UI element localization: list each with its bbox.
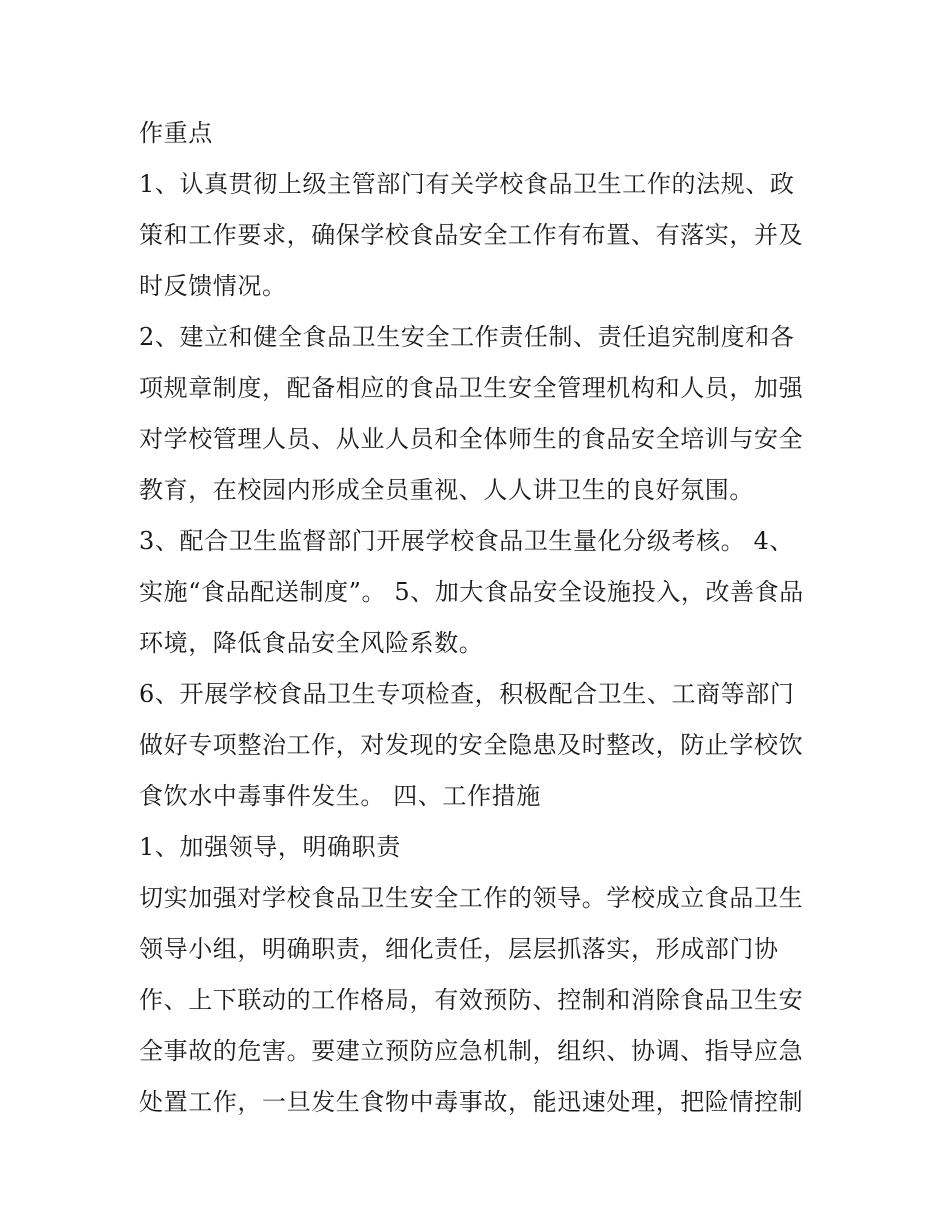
text-line: 对学校管理人员、从业人员和全体师生的食品安全培训与安全: [139, 425, 804, 453]
text-line: 领导小组，明确职责，细化责任，层层抓落实，形成部门协: [139, 935, 779, 963]
text-line: 教育，在校园内形成全员重视、人人讲卫生的良好氛围。: [139, 476, 754, 504]
text-line: 作、上下联动的工作格局，有效预防、控制和消除食品卫生安: [139, 986, 804, 1014]
text-line: 环境，降低食品安全风险系数。: [139, 629, 484, 657]
text-line: 切实加强对学校食品卫生安全工作的领导。学校成立食品卫生: [139, 884, 804, 912]
text-line: 项规章制度，配备相应的食品卫生安全管理机构和人员，加强: [139, 374, 804, 402]
text-line: 实施“食品配送制度”。 5、加大食品安全设施投入，改善食品: [139, 578, 804, 606]
text-line: 1、加强领导，明确职责: [139, 833, 401, 861]
text-line: 做好专项整治工作，对发现的安全隐患及时整改，防止学校饮: [139, 731, 804, 759]
text-line: 策和工作要求，确保学校食品安全工作有布置、有落实，并及: [139, 221, 804, 249]
text-line: 时反馈情况。: [139, 272, 287, 300]
text-line: 1、认真贯彻上级主管部门有关学校食品卫生工作的法规、政: [139, 170, 795, 198]
text-line: 全事故的危害。要建立预防应急机制，组织、协调、指导应急: [139, 1037, 804, 1065]
text-line: 6、开展学校食品卫生专项检查，积极配合卫生、工商等部门: [139, 680, 795, 708]
text-line: 处置工作，一旦发生食物中毒事故，能迅速处理，把险情控制: [139, 1088, 804, 1116]
text-line: 食饮水中毒事件发生。 四、工作措施: [139, 782, 541, 810]
document-body: [139, 108, 819, 1128]
text-line: 2、建立和健全食品卫生安全工作责任制、责任追究制度和各: [139, 323, 795, 351]
text-line: 作重点: [139, 119, 213, 147]
text-line: 3、配合卫生监督部门开展学校食品卫生量化分级考核。 4、: [139, 527, 794, 555]
